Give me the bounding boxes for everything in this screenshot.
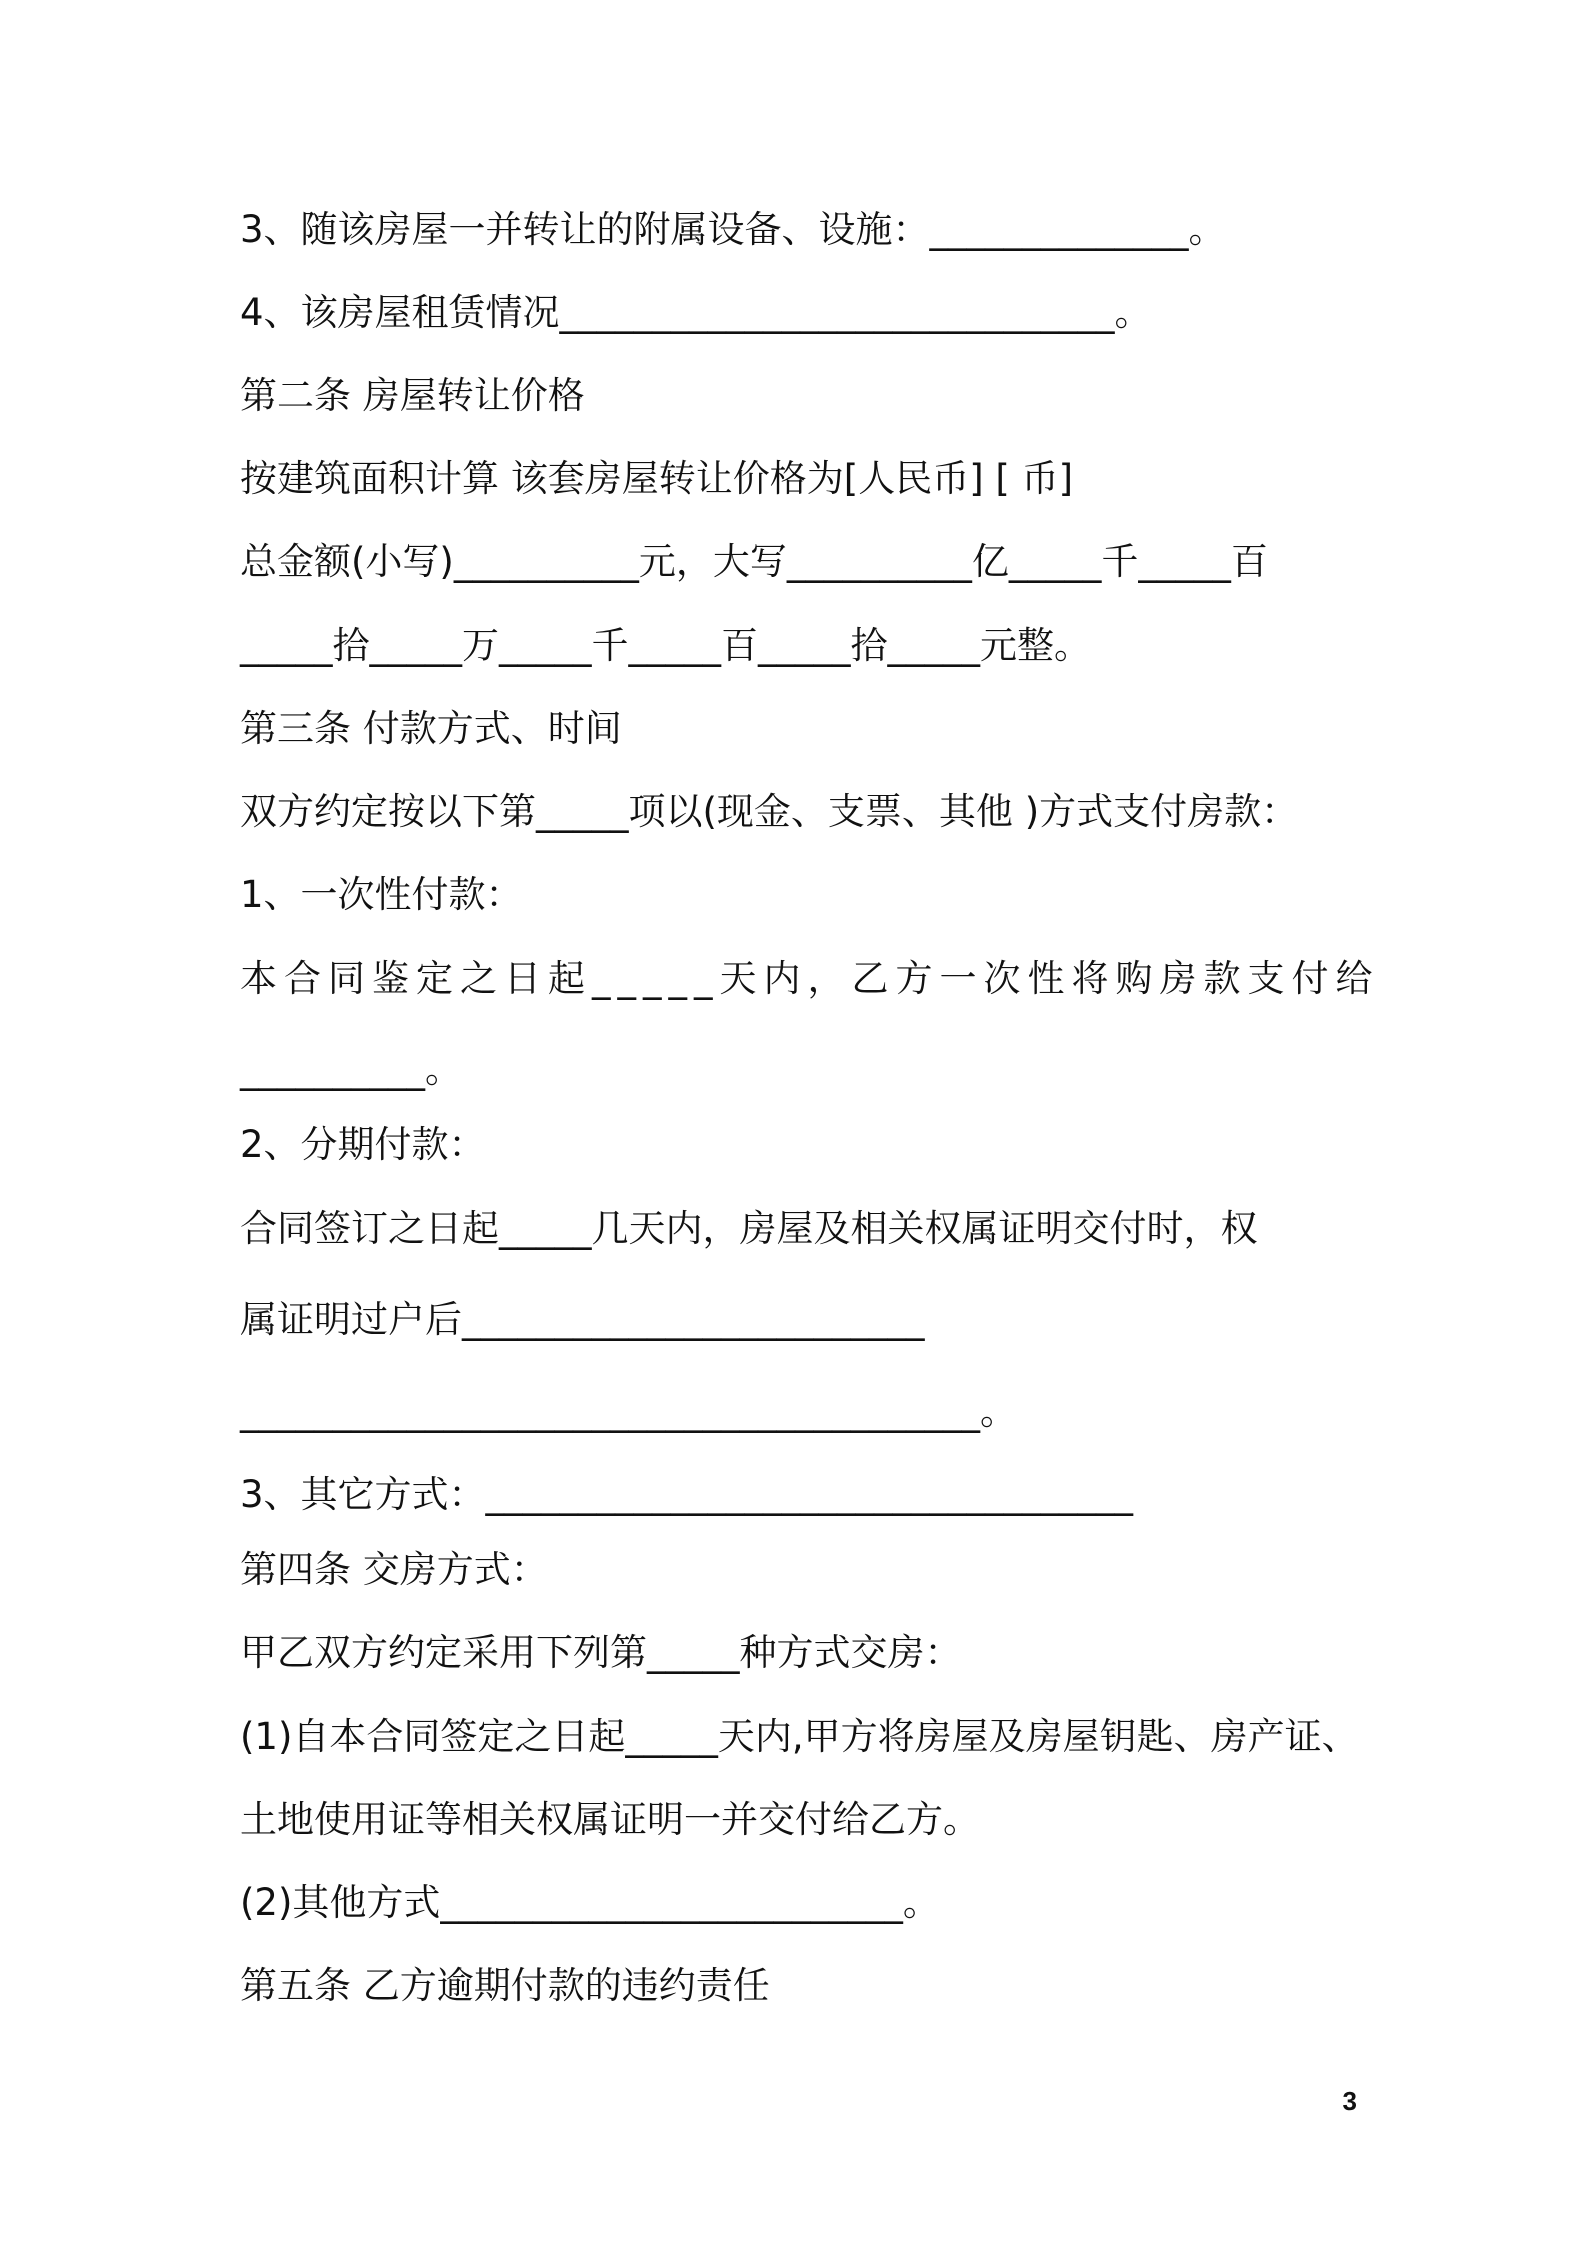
section-heading: 第四条 交房方式： [240, 1548, 548, 1591]
clause-line: (2)其他方式_________________________。 [240, 1881, 940, 1924]
clause-line: 合同签订之日起_____几天内，房屋及相关权属证明交付时，权 [240, 1207, 1258, 1250]
clause-line: 本合同鉴定之日起_____天内，乙方一次性将购房款支付给 [240, 957, 1380, 1000]
clause-line: 2、分期付款： [240, 1123, 486, 1166]
clause-line: _____拾_____万_____千_____百_____拾_____元整。 [240, 624, 1091, 667]
page-number: 3 [1342, 2086, 1357, 2116]
clause-line: ________________________________________。 [240, 1390, 1017, 1433]
section-heading: 第三条 付款方式、时间 [240, 707, 622, 750]
clause-line: __________。 [240, 1048, 462, 1091]
section-heading: 第二条 房屋转让价格 [240, 374, 585, 417]
clause-line: 3、其它方式：___________________________________ [240, 1473, 1134, 1516]
clause-line: 3、随该房屋一并转让的附属设备、设施：______________。 [240, 208, 1226, 251]
clause-line: 属证明过户后_________________________ [240, 1298, 925, 1341]
section-heading: 第五条 乙方逾期付款的违约责任 [240, 1964, 770, 2007]
clause-line: 双方约定按以下第_____项以(现金、支票、其他 )方式支付房款： [240, 790, 1299, 833]
clause-line: 土地使用证等相关权属证明一并交付给乙方。 [240, 1798, 980, 1841]
clause-line: 4、该房屋租赁情况______________________________。 [240, 291, 1152, 334]
clause-line: 1、一次性付款： [240, 873, 523, 916]
clause-line: 甲乙双方约定采用下列第_____种方式交房： [240, 1631, 962, 1674]
clause-line: 按建筑面积计算 该套房屋转让价格为[人民币] [ 币] [240, 457, 1074, 500]
clause-line: 总金额(小写)__________元，大写__________亿_____千_____百 [240, 540, 1268, 583]
clause-line: (1)自本合同签定之日起_____天内,甲方将房屋及房屋钥匙、房产证、 [240, 1715, 1359, 1758]
